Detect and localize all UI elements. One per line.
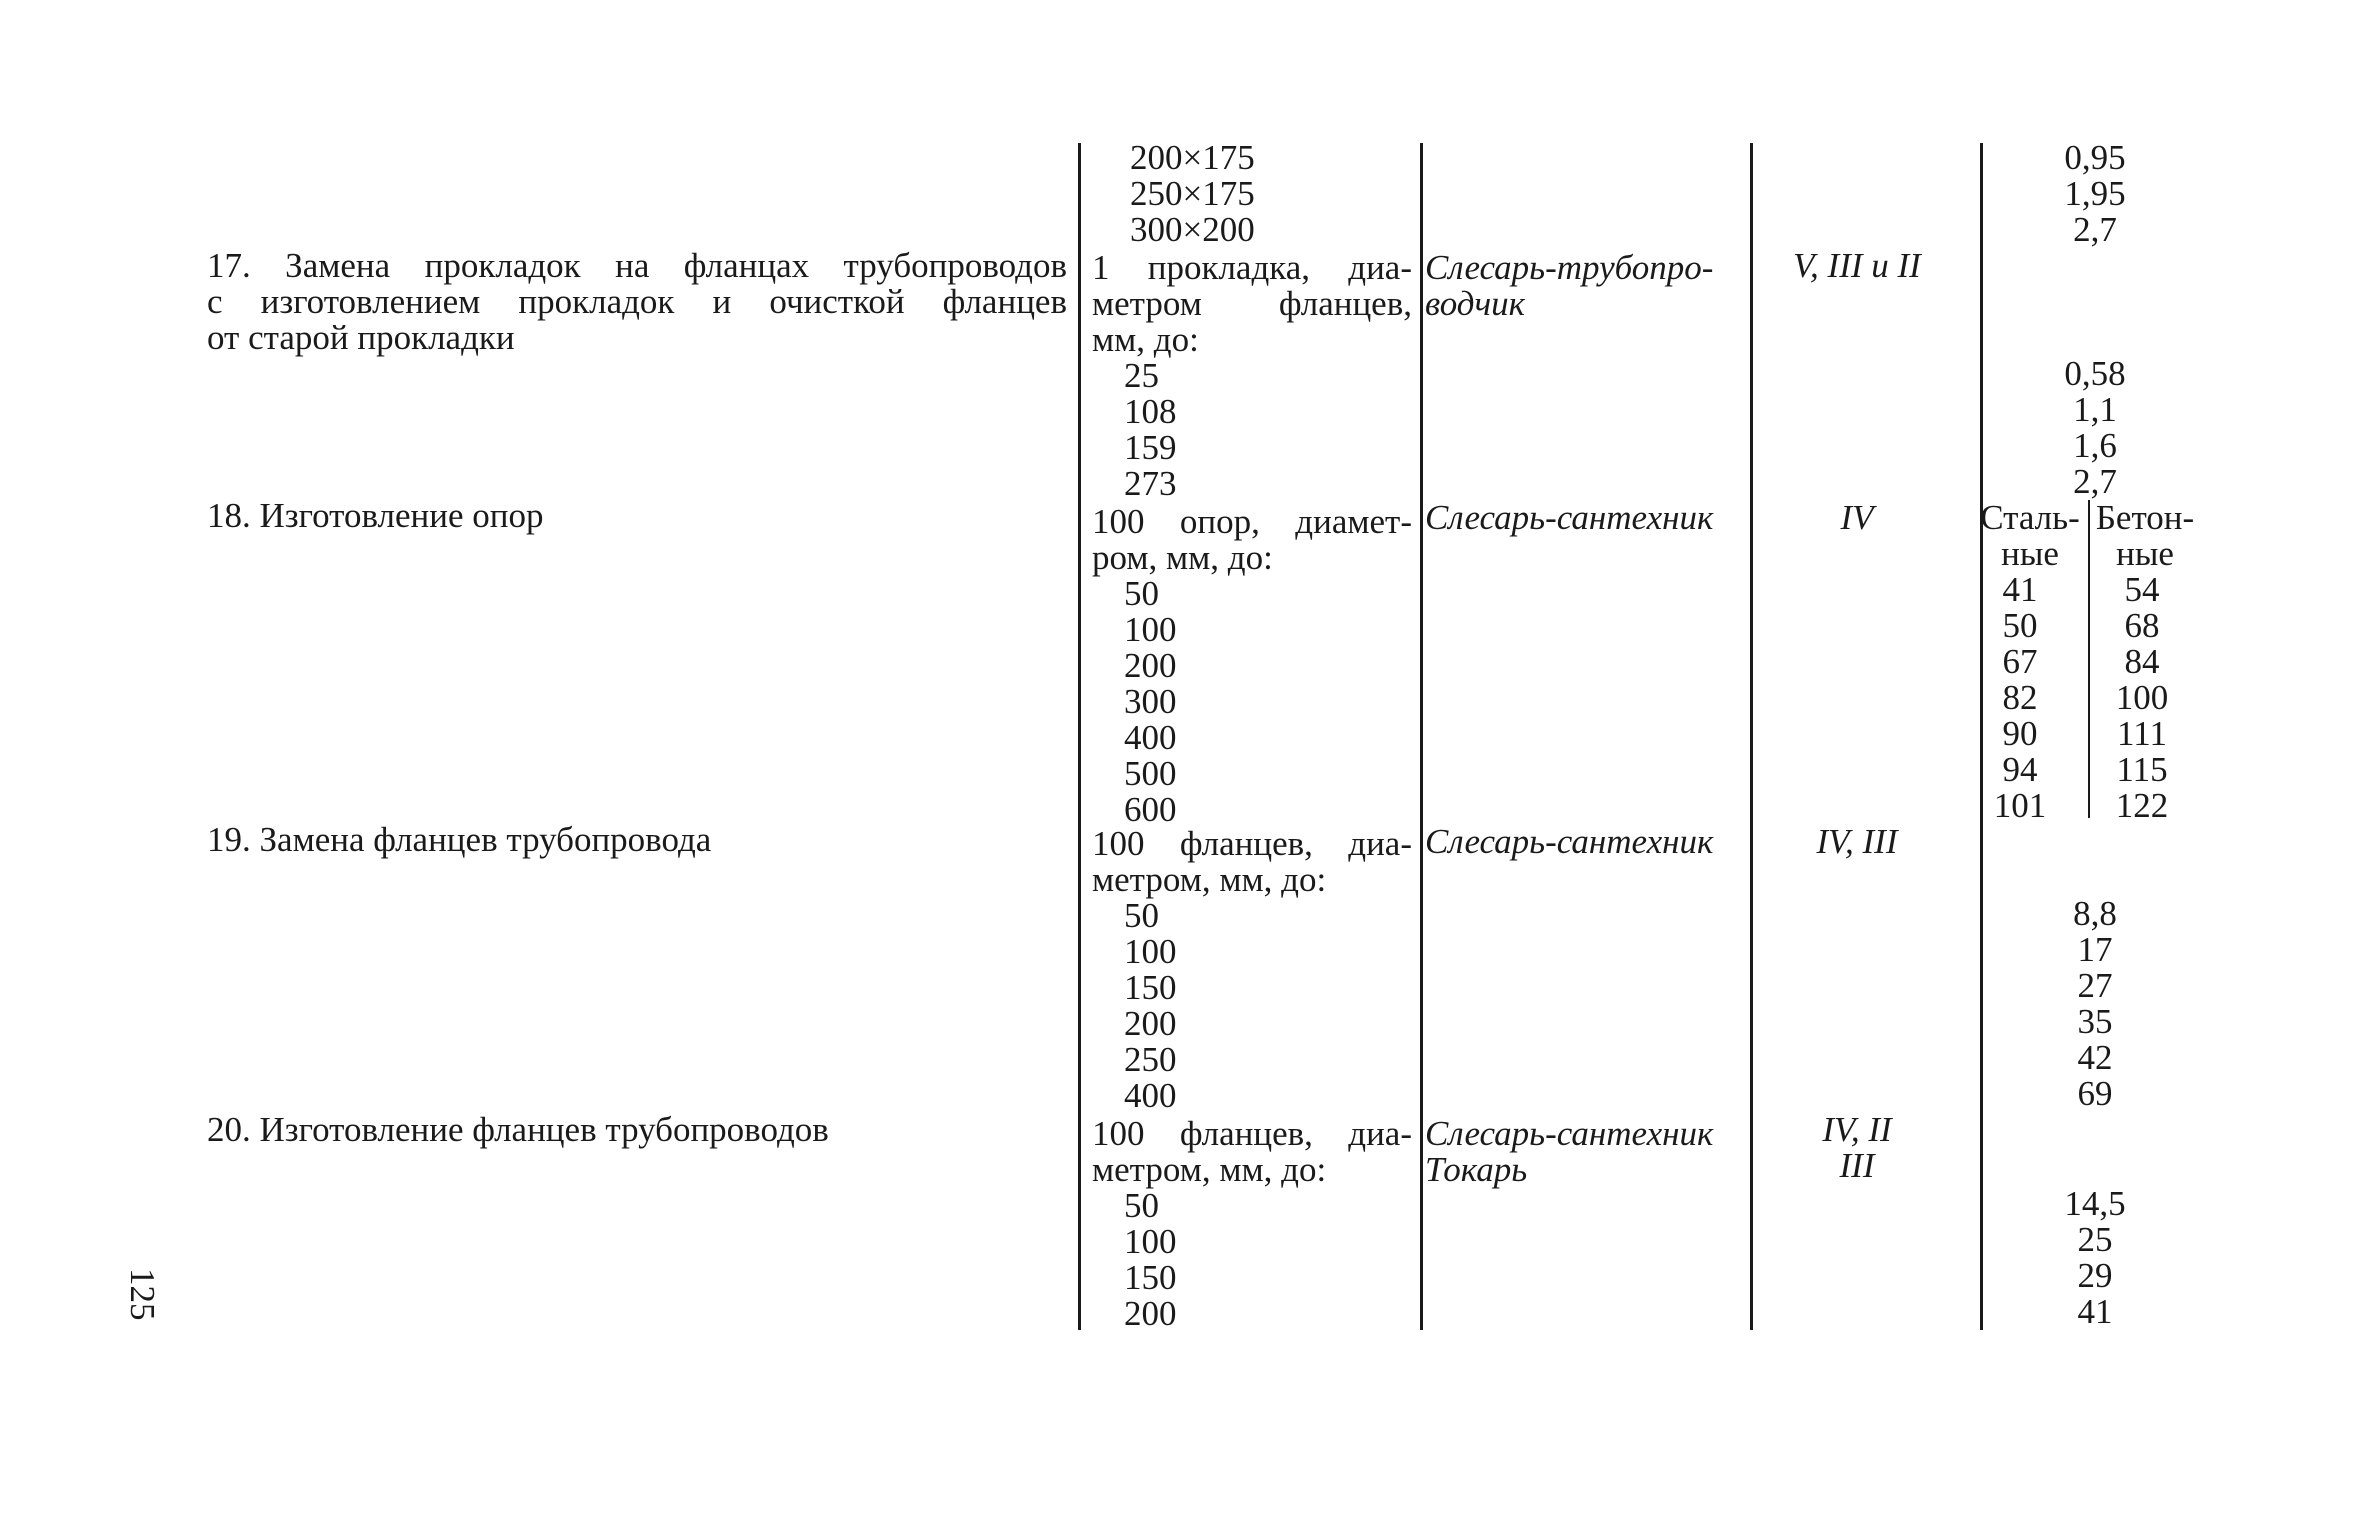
norm-steel: 101: [1993, 786, 2047, 825]
row-19-size: 200: [1124, 1004, 1177, 1043]
norm-steel: 50: [2002, 606, 2038, 645]
norm-steel: 82: [2002, 678, 2038, 717]
row-18-title: 18. Изготовление опор: [207, 496, 544, 535]
row-18-size: 500: [1124, 754, 1177, 793]
norm-steel: 94: [2002, 750, 2038, 789]
row-20-size: 200: [1124, 1294, 1177, 1333]
row-20-norm: 25: [2077, 1220, 2113, 1259]
row-17-title-line: 17. Замена прокладок на фланцах трубопроводов: [207, 246, 1067, 285]
row-17-unit-line: метром фланцев,: [1092, 284, 1412, 323]
row-17-size: 273: [1124, 464, 1177, 503]
row-17-size: 25: [1124, 356, 1159, 395]
size-value: 250×175: [1130, 174, 1255, 213]
row-18-size: 100: [1124, 610, 1177, 649]
row-17-norm: 1,6: [2073, 426, 2117, 465]
norm-concrete: 111: [2117, 714, 2167, 753]
norm-concrete: 54: [2124, 570, 2160, 609]
row-18-unit-line: ром, мм, до:: [1092, 538, 1273, 577]
row-18-grade: IV: [1840, 498, 1874, 537]
norm-steel: 90: [2002, 714, 2038, 753]
row-20-size: 50: [1124, 1186, 1159, 1225]
norm-value: 2,7: [2073, 210, 2117, 249]
row-20-size: 150: [1124, 1258, 1177, 1297]
row-20-unit-line: 100 фланцев, диа-: [1092, 1114, 1412, 1153]
size-value: 300×200: [1130, 210, 1255, 249]
norm-steel: 41: [2002, 570, 2038, 609]
row-17-norm: 1,1: [2073, 390, 2117, 429]
page-number: 125: [123, 1268, 162, 1321]
row-17-size: 108: [1124, 392, 1177, 431]
row-18-size: 300: [1124, 682, 1177, 721]
row-19-norm: 27: [2077, 966, 2113, 1005]
norm-concrete: 115: [2116, 750, 2168, 789]
row-19-norm: 42: [2077, 1038, 2113, 1077]
column-divider-1: [1078, 143, 1081, 1330]
row-20-title: 20. Изготовление фланцев трубопроводов: [207, 1110, 829, 1149]
row-17-norm: 0,58: [2064, 354, 2126, 393]
row-19-norm: 35: [2077, 1002, 2113, 1041]
subheader-steel: Сталь- ные: [1980, 498, 2080, 573]
row-19-grade: IV, III: [1816, 822, 1898, 861]
row-17-grade: V, III и II: [1793, 246, 1921, 285]
row-19-size: 100: [1124, 932, 1177, 971]
row-18-size: 400: [1124, 718, 1177, 757]
row-17-profession: водчик: [1425, 284, 1526, 323]
row-17-size: 159: [1124, 428, 1177, 467]
row-17-unit-line: мм, до:: [1092, 320, 1199, 359]
row-19-size: 50: [1124, 896, 1159, 935]
row-19-title: 19. Замена фланцев трубопровода: [207, 820, 712, 859]
norm-concrete: 68: [2124, 606, 2160, 645]
norm-concrete: 100: [2115, 678, 2169, 717]
norm-steel: 67: [2002, 642, 2038, 681]
row-20-norm: 41: [2077, 1292, 2113, 1331]
row-19-unit-line: метром, мм, до:: [1092, 860, 1327, 899]
row-19-norm: 17: [2077, 930, 2113, 969]
size-value: 200×175: [1130, 138, 1255, 177]
row-19-profession: Слесарь-сантехник: [1425, 822, 1714, 861]
row-20-profession: Токарь: [1425, 1150, 1528, 1189]
row-20-grade: III: [1839, 1146, 1875, 1185]
row-20-norm: 29: [2077, 1256, 2113, 1295]
row-18-profession: Слесарь-сантехник: [1425, 498, 1714, 537]
row-18-unit-line: 100 опор, диамет-: [1092, 502, 1412, 541]
row-19-norm: 69: [2077, 1074, 2113, 1113]
row-17-title-line: с изготовлением прокладок и очисткой фланцев: [207, 282, 1067, 321]
norm-concrete: 122: [2115, 786, 2169, 825]
norm-value: 0,95: [2064, 138, 2126, 177]
row-19-size: 250: [1124, 1040, 1177, 1079]
subheader-concrete: Бетон- ные: [2095, 498, 2195, 573]
row-20-grade: IV, II: [1822, 1110, 1892, 1149]
row-18-size: 50: [1124, 574, 1159, 613]
row-19-unit-line: 100 фланцев, диа-: [1092, 824, 1412, 863]
row-20-size: 100: [1124, 1222, 1177, 1261]
row-17-title-line: от старой прокладки: [207, 318, 515, 357]
row-17-unit-line: 1 прокладка, диа-: [1092, 248, 1412, 287]
row-17-norm: 2,7: [2073, 462, 2117, 501]
row-20-norm: 14,5: [2064, 1184, 2126, 1223]
row-20-unit-line: метром, мм, до:: [1092, 1150, 1327, 1189]
row-18-size: 600: [1124, 790, 1177, 829]
row-19-size: 400: [1124, 1076, 1177, 1115]
row-19-norm: 8,8: [2073, 894, 2117, 933]
norm-concrete: 84: [2124, 642, 2160, 681]
row-20-profession: Слесарь-сантехник: [1425, 1114, 1714, 1153]
norm-value: 1,95: [2064, 174, 2126, 213]
row-18-size: 200: [1124, 646, 1177, 685]
row-19-size: 150: [1124, 968, 1177, 1007]
row-17-profession: Слесарь-трубопро-: [1425, 248, 1714, 287]
